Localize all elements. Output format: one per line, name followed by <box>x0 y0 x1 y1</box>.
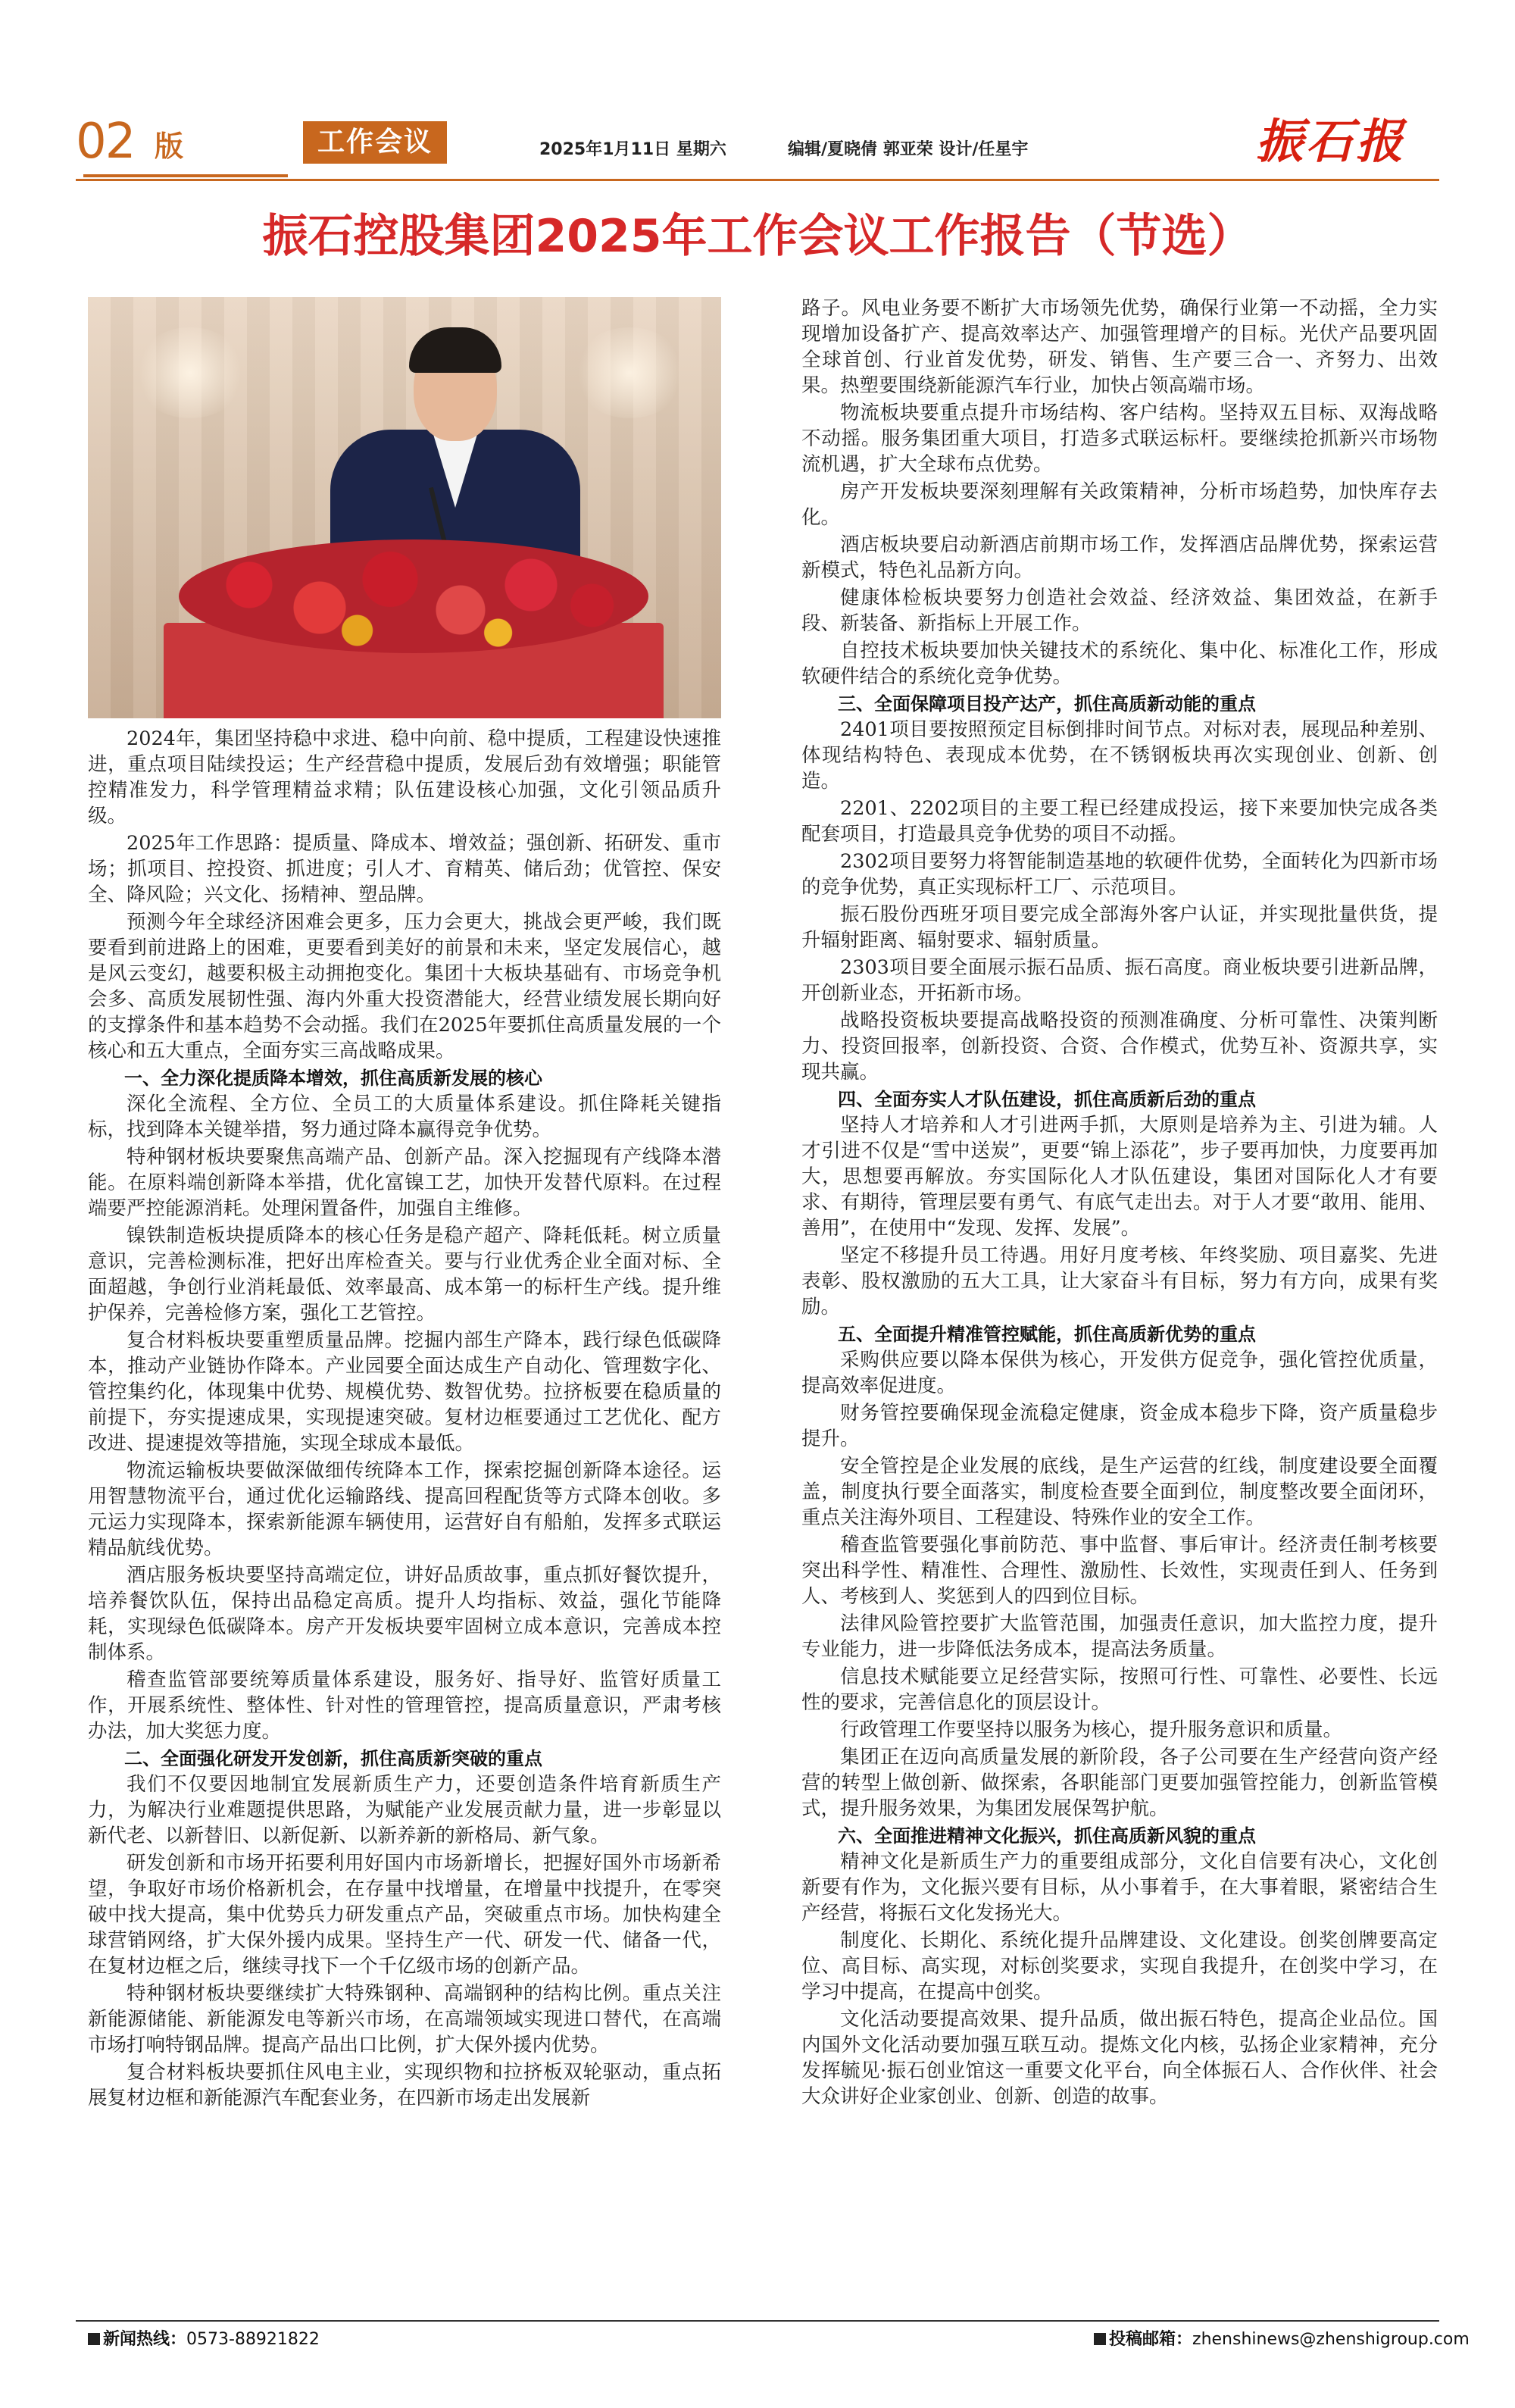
section-tag: 工作会议 <box>303 121 447 164</box>
paragraph: 法律风险管控要扩大监管范围，加强责任意识，加大监控力度，提升专业能力，进一步降低法务成本，提高法务质量。 <box>801 1612 1438 1661</box>
paragraph: 物流板块要重点提升市场结构、客户结构。坚持双五目标、双海战略不动摇。服务集团重大项目，打造多式联运标杆。要继续抢抓新兴市场物流机遇，扩大全球布点优势。 <box>801 402 1438 476</box>
paragraph: 酒店板块要启动新酒店前期市场工作，发挥酒店品牌优势，探索运营新模式，特色礼品新方向。 <box>801 533 1438 582</box>
paragraph: 信息技术赋能要立足经营实际，按照可行性、可靠性、必要性、长远性的要求，完善信息化的顶层设计。 <box>801 1665 1438 1714</box>
paragraph: 特种钢材板块要继续扩大特殊钢种、高端钢种的结构比例。重点关注新能源储能、新能源发电等新兴市场，在高端领域实现进口替代，在高端市场打响特钢品牌。提高产品出口比例，扩大保外援内优势。 <box>88 1982 721 2056</box>
issue-date: 2025年1月11日 星期六 <box>539 140 726 159</box>
paragraph: 2201、2202项目的主要工程已经建成投运，接下来要加快完成各类配套项目，打造最具竞争优势的项目不动摇。 <box>801 797 1438 846</box>
paragraph: 2303项目要全面展示振石品质、振石高度。商业板块要引进新品牌，开创新业态，开拓新市场。 <box>801 956 1438 1005</box>
paragraph: 研发创新和市场开拓要利用好国内市场新增长，把握好国外市场新希望，争取好市场价格新机会，在存量中找增量，在增量中找提升，在零突破中找大提高，集中优势兵力研发重点产品，突破重点市场。加快构建全球营销网络，扩大保外援内成果。坚持生产一代、研发一代、储备一代，在复材边框之后，继续寻找下一个千亿级市场的创新产品。 <box>88 1852 721 1978</box>
paragraph: 集团正在迈向高质量发展的新阶段，各子公司要在生产经营向资产经营的转型上做创新、做探索，各职能部门更要加强管控能力，创新监管模式，提升服务效果，为集团发展保驾护航。 <box>801 1746 1438 1820</box>
paragraph: 采购供应要以降本保供为核心，开发供方促竞争，强化管控优质量，提高效率促进度。 <box>801 1349 1438 1397</box>
section-heading: 五、全面提升精准管控赋能，抓住高质新优势的重点 <box>838 1324 1256 1345</box>
paragraph: 自控技术板块要加快关键技术的系统化、集中化、标准化工作，形成软硬件结合的系统化竞争优势。 <box>801 640 1438 688</box>
footer-divider <box>76 2320 1439 2322</box>
paragraph: 安全管控是企业发展的底线，是生产运营的红线，制度建设要全面覆盖，制度执行要全面落实，制度检查要全面到位，制度整改要全面闭环，重点关注海外项目、工程建设、特殊作业的安全工作。 <box>801 1455 1438 1529</box>
paragraph: 文化活动要提高效果、提升品质，做出振石特色，提高企业品位。国内国外文化活动要加强互联互动。提炼文化内核，弘扬企业家精神，充分发挥毓见·振石创业馆这一重要文化平台，向全体振石人、合作伙伴、社会大众讲好企业家创业、创新、创造的故事。 <box>801 2008 1438 2108</box>
square-bullet-icon <box>1094 2333 1106 2345</box>
article-title: 振石控股集团2025年工作会议工作报告（节选） <box>262 210 1253 263</box>
flower-arrangement <box>179 539 648 653</box>
paragraph: 镍铁制造板块提质降本的核心任务是稳产超产、降耗低耗。树立质量意识，完善检测标准，把好出库检查关。要与行业优秀企业全面对标、全面超越，争创行业消耗最低、效率最高、成本第一的标杆生产线。提升维护保养，完善检修方案，强化工艺管控。 <box>88 1224 721 1324</box>
hotline-label: 新闻热线： <box>103 2330 187 2349</box>
article-column-right <box>801 296 1438 2302</box>
paragraph: 坚持人才培养和人才引进两手抓，大原则是培养为主、引进为辅。人才引进不仅是“雪中送炭”，更要“锦上添花”，步子要再加快，力度要再加大，思想要再解放。夯实国际化人才队伍建设，集团对国际化人才有要求、有期待，管理层要有勇气、有底气走出去。对于人才要“敢用、能用、善用”，在使用中“发现、发挥、发展”。 <box>801 1114 1438 1240</box>
page-number: 02 <box>76 114 135 170</box>
paragraph: 健康体检板块要努力创造社会效益、经济效益、集团效益，在新手段、新装备、新指标上开展工作。 <box>801 586 1438 635</box>
paragraph: 制度化、长期化、系统化提升品牌建设、文化建设。创奖创牌要高定位、高目标、高实现，对标创奖要求，实现自我提升，在创奖中学习，在学习中提高，在提高中创奖。 <box>801 1929 1438 2003</box>
header-divider <box>76 179 1439 181</box>
paragraph: 2024年，集团坚持稳中求进、稳中向前、稳中提质，工程建设快速推进，重点项目陆续投运；生产经营稳中提质，发展后劲有效增强；职能管控精准发力，科学管理精益求精；队伍建设核心加强，文化引领品质升级。 <box>88 727 721 827</box>
section-heading: 一、全力深化提质降本增效，抓住高质新发展的核心 <box>124 1068 542 1089</box>
photo-light <box>133 327 247 418</box>
speaker-photo <box>88 297 721 718</box>
hotline-number: 0573-88921822 <box>186 2330 320 2349</box>
paragraph: 行政管理工作要坚持以服务为核心，提升服务意识和质量。 <box>840 1718 1343 1741</box>
submission-email <box>1094 2326 1470 2350</box>
paragraph: 我们不仅要因地制宜发展新质生产力，还要创造条件培育新质生产力，为解决行业难题提供思路，为赋能产业发展贡献力量，进一步彰显以新代老、以新替旧、以新促新、以新养新的新格局、新气象。 <box>88 1773 721 1847</box>
paragraph: 2401项目要按照预定目标倒排时间节点。对标对表，展现品种差别、体现结构特色、表现成本优势，在不锈钢板块再次实现创业、创新、创造。 <box>801 718 1438 793</box>
newspaper-logo: 振石报 <box>1256 114 1407 169</box>
paragraph: 精神文化是新质生产力的重要组成部分，文化自信要有决心，文化创新要有作为，文化振兴要有目标，从小事着手，在大事着眼，紧密结合生产经营，将振石文化发扬光大。 <box>801 1850 1438 1925</box>
paragraph: 复合材料板块要抓住风电主业，实现织物和拉挤板双轮驱动，重点拓展复材边框和新能源汽车配套业务，在四新市场走出发展新 <box>88 2061 721 2109</box>
paragraph: 复合材料板块要重塑质量品牌。挖掘内部生产降本，践行绿色低碳降本，推动产业链协作降本。产业园要全面达成生产自动化、管理数字化、管控集约化，体现集中优势、规模优势、数智优势。拉挤板要在稳质量的前提下，夯实提速成果，实现提速突破。复材边框要通过工艺优化、配方改进、提速提效等措施，实现全球成本最低。 <box>88 1329 721 1455</box>
paragraph: 特种钢材板块要聚焦高端产品、创新产品。深入挖掘现有产线降本潜能。在原料端创新降本举措，优化富镍工艺，加快开发替代原料。在过程端要严控能源消耗。处理闲置备件，加强自主维修。 <box>88 1146 721 1220</box>
section-heading: 二、全面强化研发开发创新，抓住高质新突破的重点 <box>124 1748 542 1769</box>
paragraph: 物流运输板块要做深做细传统降本工作，探索挖掘创新降本途径。运用智慧物流平台，通过优化运输路线、提高回程配货等方式降本创收。多元运力实现降本，探索新能源车辆使用，运营好自有船舶，发挥多式联运精品航线优势。 <box>88 1459 721 1559</box>
paragraph: 房产开发板块要深刻理解有关政策精神，分析市场趋势，加快库存去化。 <box>801 480 1438 529</box>
article-column-left <box>88 726 721 2302</box>
email-label: 投稿邮箱： <box>1109 2330 1193 2349</box>
paragraph: 2025年工作思路：提质量、降成本、增效益；强创新、拓研发、重市场；抓项目、控投资、抓进度；引人才、育精英、储后劲；优管控、保安全、降风险；兴文化、扬精神、塑品牌。 <box>88 832 721 906</box>
paragraph: 深化全流程、全方位、全员工的大质量体系建设。抓住降耗关键指标，找到降本关键举措，努力通过降本赢得竞争优势。 <box>88 1093 721 1141</box>
news-hotline <box>88 2326 320 2350</box>
editor-credits: 编辑/夏晓倩 郭亚荣 设计/任星宇 <box>788 140 1029 159</box>
page-unit: 版 <box>155 130 184 163</box>
paragraph: 预测今年全球经济困难会更多，压力会更大，挑战会更严峻，我们既要看到前进路上的困难，更要看到美好的前景和未来，坚定发展信心，越是风云变幻，越要积极主动拥抱变化。集团十大板块基础有、市场竞争机会多、高质发展韧性强、海内外重大投资潜能大，经营业绩发展长期向好的支撑条件和基本趋势不会动摇。我们在2025年要抓住高质量发展的一个核心和五大重点，全面夯实三高战略成果。 <box>88 911 721 1062</box>
paragraph: 路子。风电业务要不断扩大市场领先优势，确保行业第一不动摇，全力实现增加设备扩产、提高效率达产、加强管理增产的目标。光伏产品要巩固全球首创、行业首发优势，研发、销售、生产要三合一、齐努力、出效果。热塑要围绕新能源汽车行业，加快占领高端市场。 <box>801 297 1438 397</box>
photo-light <box>573 327 686 418</box>
paragraph: 2302项目要努力将智能制造基地的软硬件优势，全面转化为四新市场的竞争优势，真正实现标杆工厂、示范项目。 <box>801 850 1438 899</box>
page-header <box>76 114 1462 174</box>
page-number-underline <box>83 174 288 177</box>
square-bullet-icon <box>88 2333 100 2345</box>
section-heading: 三、全面保障项目投产达产，抓住高质新动能的重点 <box>838 693 1256 715</box>
paragraph: 稽查监管部要统筹质量体系建设，服务好、指导好、监管好质量工作，开展系统性、整体性、针对性的管理管控，提高质量意识，严肃考核办法，加大奖惩力度。 <box>88 1668 721 1743</box>
section-heading: 六、全面推进精神文化振兴，抓住高质新风貌的重点 <box>838 1825 1256 1847</box>
paragraph: 振石股份西班牙项目要完成全部海外客户认证，并实现批量供货，提升辐射距离、辐射要求、辐射质量。 <box>801 903 1438 952</box>
paragraph: 稽查监管要强化事前防范、事中监督、事后审计。经济责任制考核要突出科学性、精准性、合理性、激励性、长效性，实现责任到人、任务到人、考核到人、奖惩到人的四到位目标。 <box>801 1534 1438 1608</box>
paragraph: 坚定不移提升员工待遇。用好月度考核、年终奖励、项目嘉奖、先进表彰、股权激励的五大工具，让大家奋斗有目标，努力有方向，成果有奖励。 <box>801 1244 1438 1318</box>
section-heading: 四、全面夯实人才队伍建设，抓住高质新后劲的重点 <box>838 1089 1256 1110</box>
paragraph: 酒店服务板块要坚持高端定位，讲好品质故事，重点抓好餐饮提升，培养餐饮队伍，保持出品稳定高质。提升人均指标、效益，强化节能降耗，实现绿色低碳降本。房产开发板块要牢固树立成本意识，完善成本控制体系。 <box>88 1564 721 1664</box>
paragraph: 战略投资板块要提高战略投资的预测准确度、分析可靠性、决策判断力、投资回报率，创新投资、合资、合作模式，优势互补、资源共享，实现共赢。 <box>801 1009 1438 1084</box>
paragraph: 财务管控要确保现金流稳定健康，资金成本稳步下降，资产质量稳步提升。 <box>801 1402 1438 1450</box>
email-address: zhenshinews@zhenshigroup.com <box>1192 2330 1470 2349</box>
